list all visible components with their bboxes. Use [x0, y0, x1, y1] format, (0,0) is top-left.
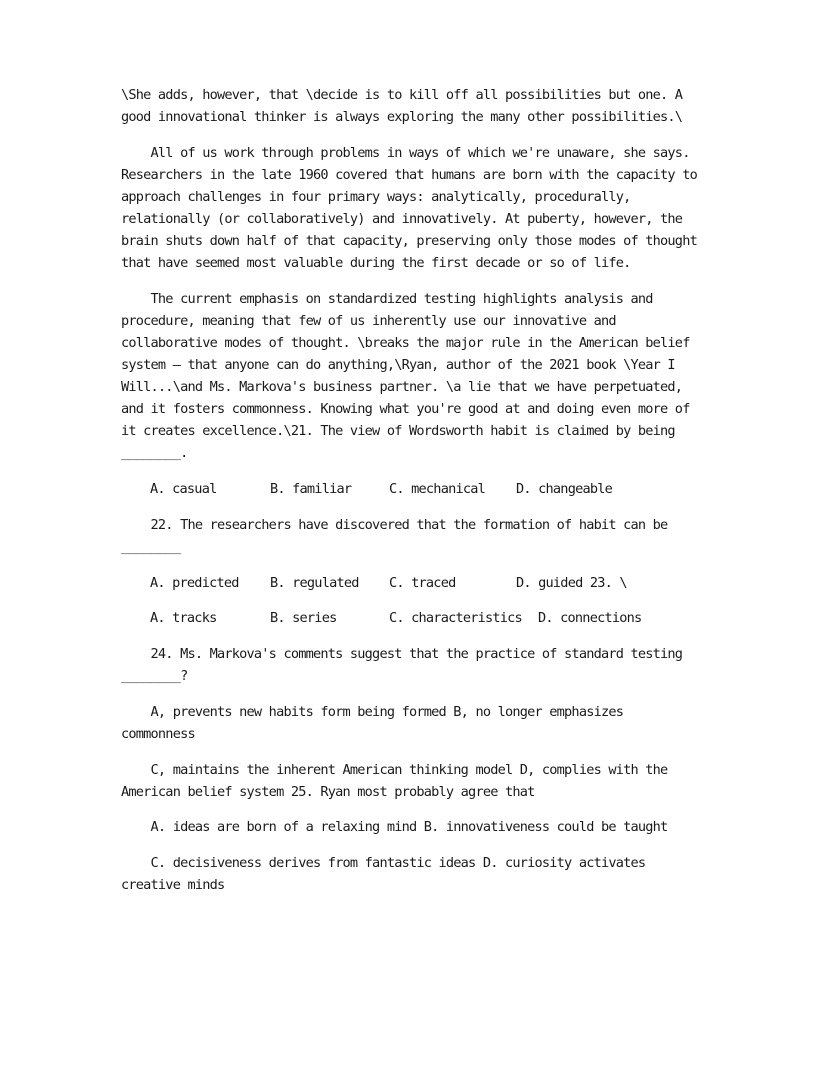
text-line: C. decisiveness derives from fantastic ideas D. curiosity activates [121, 855, 646, 871]
paragraph-researchers [121, 142, 721, 274]
q25-options-cd[interactable] [121, 852, 721, 896]
text-line: American belief system 25. Ryan most probably agree that [121, 784, 535, 800]
text-line: ________. [121, 445, 188, 461]
q24-options-ab[interactable] [121, 701, 721, 745]
q23-options [150, 607, 642, 629]
text-line: All of us work through problems in ways of which we're unaware, she says. [121, 145, 690, 161]
text-line: collaborative modes of thought. \breaks the major rule in the American belief [121, 335, 690, 351]
text-line: creative minds [121, 877, 225, 893]
text-line: A, prevents new habits form being formed B, no longer emphasizes [121, 704, 624, 720]
text-line: ________ [121, 539, 181, 555]
text-line: and it fosters commonness. Knowing what you're good at and doing even more of [121, 401, 690, 417]
text-line: that have seemed most valuable during the first decade or so of life. [121, 255, 631, 271]
q23-option-d[interactable]: D. connections [538, 610, 642, 626]
q21-options [150, 478, 612, 500]
text-line: good innovational thinker is always exploring the many other possibilities.\ [121, 109, 683, 125]
q23-option-a[interactable]: A. tracks [150, 610, 217, 626]
text-line: 22. The researchers have discovered that the formation of habit can be [121, 517, 668, 533]
text-line: procedure, meaning that few of us inherently use our innovative and [121, 313, 616, 329]
q22-option-c[interactable]: C. traced [389, 575, 456, 591]
paragraph-testing [121, 288, 721, 464]
q21-option-a[interactable]: A. casual [150, 481, 217, 497]
text-line: Researchers in the late 1960 covered that humans are born with the capacity to [121, 167, 697, 183]
q22-option-b[interactable]: B. regulated [270, 575, 359, 591]
q21-option-c[interactable]: C. mechanical [389, 481, 485, 497]
paragraph-intro [121, 84, 721, 128]
question-22 [121, 514, 721, 558]
q21-option-d[interactable]: D. changeable [516, 481, 612, 497]
text-line: The current emphasis on standardized testing highlights analysis and [121, 291, 653, 307]
q22-option-d[interactable]: D. guided 23. \ [516, 575, 627, 591]
q22-options [150, 572, 627, 594]
question-24 [121, 643, 721, 687]
q25-options-ab[interactable] [121, 816, 721, 838]
text-line: brain shuts down half of that capacity, preserving only those modes of thought [121, 233, 697, 249]
q23-option-b[interactable]: B. series [270, 610, 337, 626]
text-line: 24. Ms. Markova's comments suggest that the practice of standard testing [121, 646, 683, 662]
q23-option-c[interactable]: C. characteristics [389, 610, 522, 626]
text-line: C, maintains the inherent American thinking model D, complies with the [121, 762, 668, 778]
text-line: system — that anyone can do anything,\Ryan, author of the 2021 book \Year I [121, 357, 675, 373]
text-line: \She adds, however, that \decide is to kill off all possibilities but one. A [121, 87, 683, 103]
text-line: ________? [121, 668, 188, 684]
text-line: it creates excellence.\21. The view of Wordsworth habit is claimed by being [121, 423, 675, 439]
text-line: commonness [121, 726, 195, 742]
q24-options-cd[interactable] [121, 759, 721, 803]
text-line: A. ideas are born of a relaxing mind B. innovativeness could be taught [121, 819, 668, 835]
text-line: Will...\and Ms. Markova's business partner. \a lie that we have perpetuated, [121, 379, 683, 395]
text-line: relationally (or collaboratively) and innovatively. At puberty, however, the [121, 211, 683, 227]
text-line: approach challenges in four primary ways: analytically, procedurally, [121, 189, 631, 205]
q22-option-a[interactable]: A. predicted [150, 575, 239, 591]
q21-option-b[interactable]: B. familiar [270, 481, 352, 497]
